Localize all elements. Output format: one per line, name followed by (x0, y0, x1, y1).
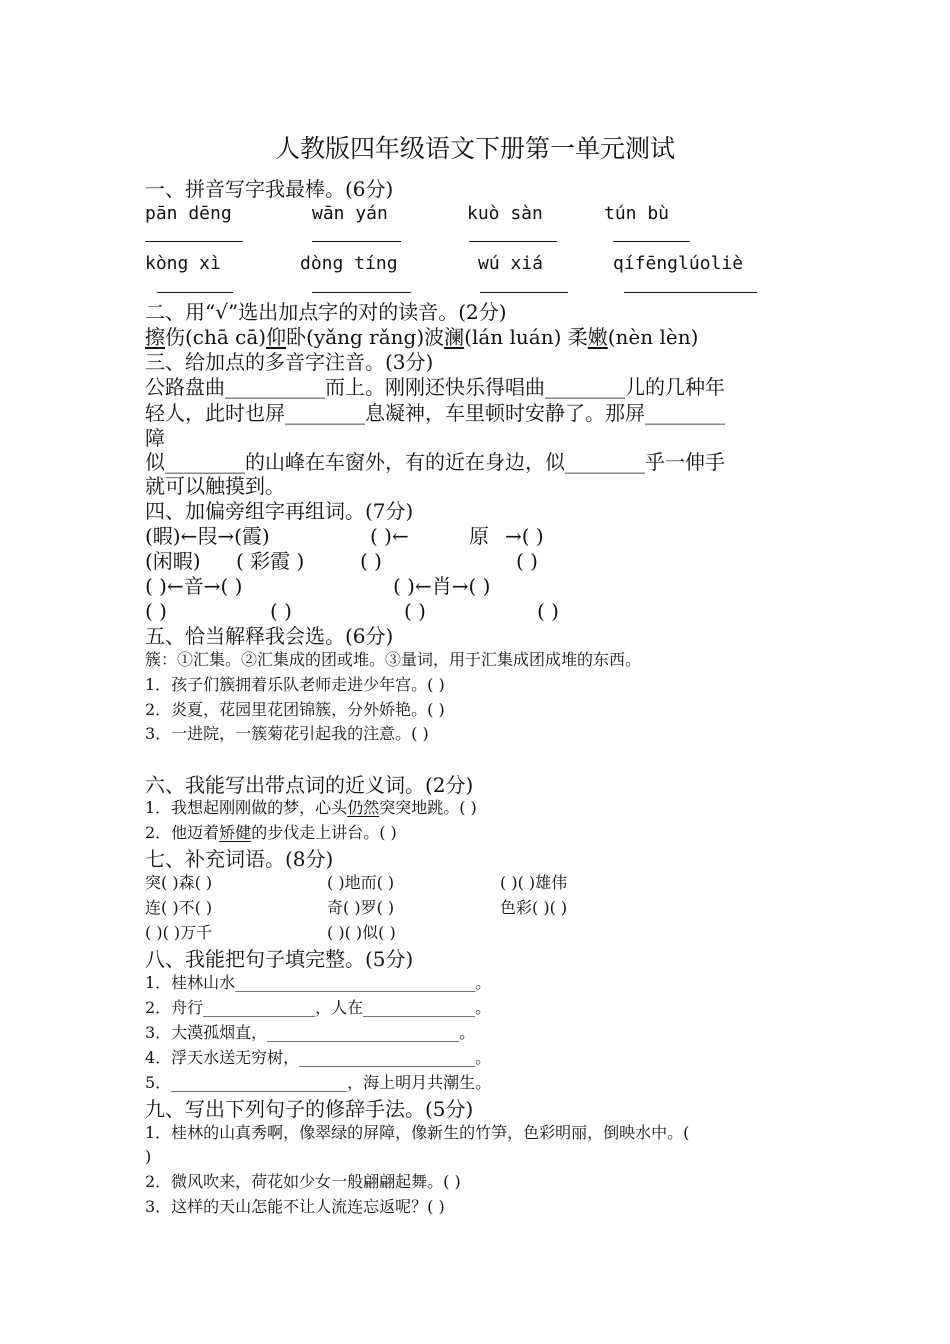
question-item: 3．大漠孤烟直，________________________。 (145, 1023, 476, 1042)
answer-blank[interactable] (157, 292, 233, 293)
pinyin-8: qífēnglúoliè (613, 253, 744, 274)
answer-blank[interactable] (480, 292, 568, 293)
question-text: 2．他迈着 (145, 823, 220, 842)
question-item: 1．孩子们簇拥着乐队老师走进少年宫。( ) (145, 675, 445, 694)
radical-cell: ( )←肖→( ) (393, 574, 491, 598)
question-item: 1．桂林的山真秀啊，像翠绿的屏障，像新生的竹笋，色彩明丽，倒映水中。( (145, 1123, 690, 1142)
section-4-heading: 四、加偏旁组字再组词。(7分) (145, 499, 414, 523)
dotted-char: 仰 (266, 325, 287, 349)
radical-cell: →( ) (505, 524, 544, 548)
idiom-cell: 奇( )罗( ) (327, 898, 395, 917)
page-title: 人教版四年级语文下册第一单元测试 (274, 134, 675, 163)
pinyin-2: wān yán (312, 203, 388, 224)
answer-blank[interactable] (312, 292, 411, 293)
question-item: 2．微风吹来，荷花如少女一般翩翩起舞。( ) (145, 1172, 461, 1191)
definition: 簇：①汇集。②汇集成的团或堆。③量词，用于汇集成团成堆的东西。 (145, 650, 642, 669)
option-text: 伤(chā cā) (165, 325, 267, 349)
radical-cell: (闲暇) (145, 549, 201, 573)
section-7-heading: 七、补充词语。(8分) (145, 847, 334, 871)
idiom-cell: ( )( )雄伟 (500, 873, 568, 892)
radical-cell: ( ) (537, 599, 559, 623)
idiom-cell: ( )( )万千 (145, 923, 213, 942)
idiom-cell: 连( )不( ) (145, 898, 213, 917)
option-text: 柔 (567, 325, 588, 349)
radical-cell: ( ) (145, 599, 167, 623)
radical-cell: ( ) (270, 599, 292, 623)
pinyin-3: kuò sàn (467, 203, 543, 224)
section-1-heading: 一、拼音写字我最棒。(6分) (145, 177, 394, 201)
passage-line: 似________的山峰在车窗外，有的近在身边，似________乎一伸手 (145, 450, 725, 474)
question-item (145, 797, 477, 819)
dotted-word: 矫健 (219, 823, 252, 842)
section-3-heading: 三、给加点的多音字注音。(3分) (145, 350, 434, 374)
answer-blank[interactable] (312, 241, 401, 242)
reading-options (145, 324, 698, 350)
radical-cell: ( )← (370, 524, 409, 548)
answer-blank[interactable] (624, 292, 757, 293)
answer-blank[interactable] (469, 241, 557, 242)
pinyin-1: pān dēng (145, 203, 232, 224)
option-text: (lán luán) (464, 325, 562, 349)
passage-line: 公路盘曲__________而上。刚刚还快乐得唱曲________儿的几种年 (145, 375, 725, 399)
passage-line: 就可以触摸到。 (145, 474, 285, 498)
section-9-heading: 九、写出下列句子的修辞手法。(5分) (145, 1097, 474, 1121)
answer-blank[interactable] (145, 241, 243, 242)
idiom-cell: 色彩( )( ) (500, 898, 568, 917)
pinyin-7: wú xiá (478, 253, 544, 274)
question-item: ) (145, 1147, 152, 1166)
passage-line: 轻人，此时也屏________息凝神，车里顿时安静了。那屏________ (145, 401, 725, 425)
option-text: (nèn lèn) (607, 325, 699, 349)
dotted-char: 澜 (444, 325, 465, 349)
radical-cell: ( 彩霞 ) (236, 549, 305, 573)
idiom-cell: ( )地而( ) (327, 873, 395, 892)
question-text: 的步伐走上讲台。( ) (251, 823, 397, 842)
question-item: 1．桂林山水______________________________。 (145, 973, 492, 992)
question-item: 3．一进院，一簇菊花引起我的注意。( ) (145, 724, 429, 743)
pinyin-6: dòng tíng (300, 253, 398, 274)
pinyin-4: tún bù (604, 203, 670, 224)
radical-cell: ( )←音→( ) (145, 574, 243, 598)
radical-cell: ( ) (516, 549, 538, 573)
radical-cell: (暇)←叚→(霞) (145, 524, 270, 548)
option-text: 波 (424, 325, 445, 349)
radical-cell: ( ) (404, 599, 426, 623)
dotted-char: 擦 (145, 325, 165, 349)
question-item: 2．炎夏，花园里花团锦簇，分外娇艳。( ) (145, 700, 445, 719)
section-5-heading: 五、恰当解释我会选。(6分) (145, 624, 394, 648)
radical-cell: ( ) (360, 549, 382, 573)
pinyin-5: kòng xì (145, 253, 221, 274)
question-text: 1．我想起刚刚做的梦，心头 (145, 798, 348, 817)
dotted-word: 仍然 (347, 798, 380, 817)
section-2-heading: 二、用“√”选出加点字的对的读音。(2分) (145, 300, 507, 324)
question-text: 突突地跳。( ) (379, 798, 477, 817)
question-item: 2．舟行______________，人在______________。 (145, 998, 492, 1017)
dotted-char: 嫩 (587, 325, 608, 349)
question-item (145, 822, 397, 844)
section-8-heading: 八、我能把句子填完整。(5分) (145, 947, 414, 971)
idiom-cell: 突( )森( ) (145, 873, 213, 892)
radical-cell: 原 (469, 524, 489, 548)
question-item: 3．这样的天山怎能不让人流连忘返呢？( ) (145, 1197, 445, 1216)
idiom-cell: ( )( )似( ) (327, 923, 396, 942)
section-6-heading: 六、我能写出带点词的近义词。(2分) (145, 773, 474, 797)
answer-blank[interactable] (613, 241, 690, 242)
option-text: 卧(yǎng rǎng) (286, 325, 425, 349)
question-item: 5．______________________，海上明月共潮生。 (145, 1073, 492, 1092)
question-item: 4．浮天水送无穷树，______________________。 (145, 1048, 492, 1067)
passage-line: 障 (145, 426, 165, 450)
